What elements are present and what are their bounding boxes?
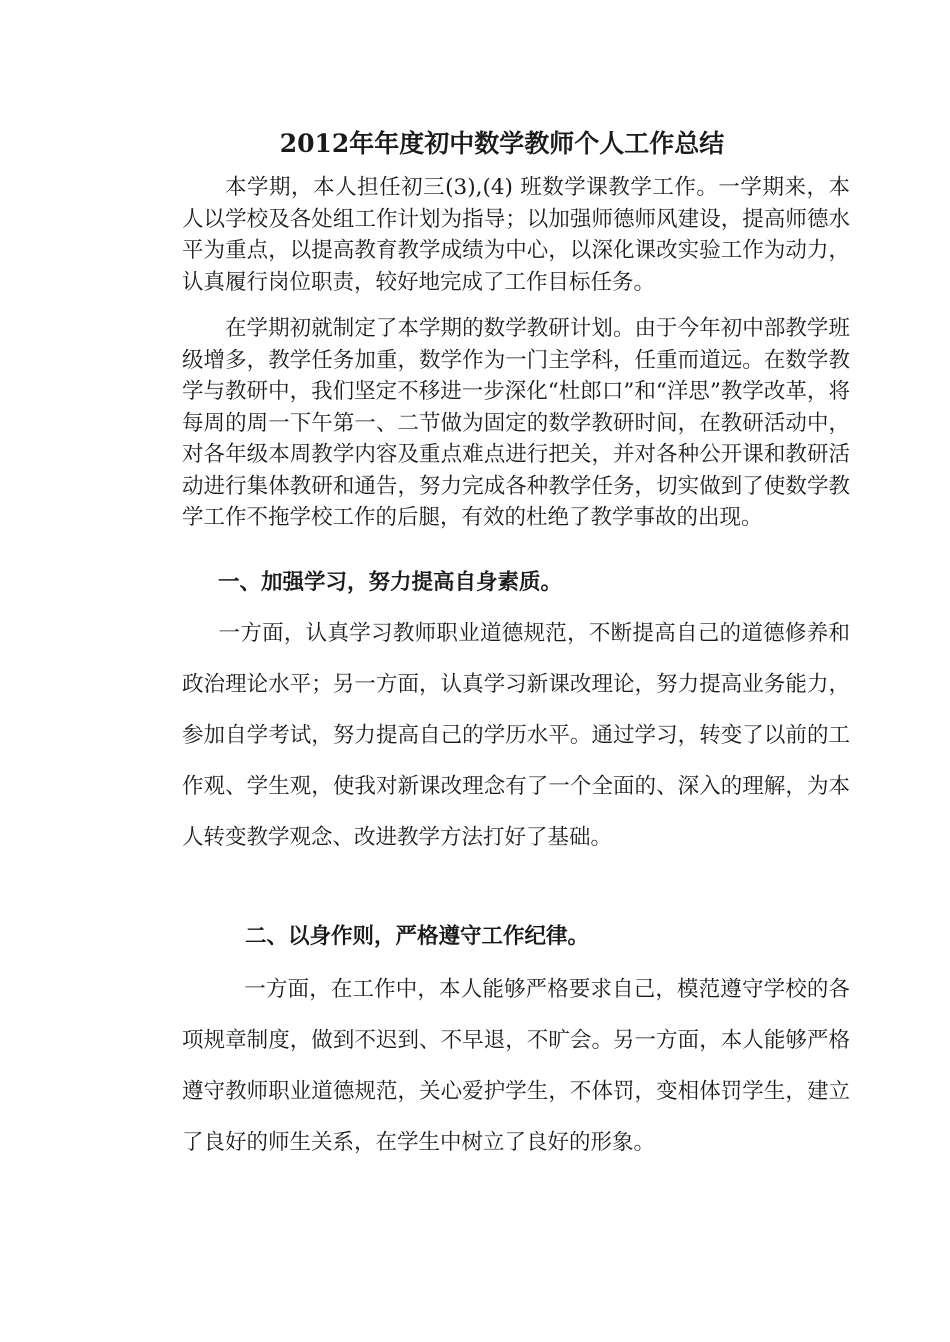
section-heading-discipline: 二、以身作则，严格遵守工作纪律。 <box>245 924 590 949</box>
paragraph-study: 一方面，认真学习教师职业道德规范，不断提高自己的道德修养和政治理论水平；另一方面，认真学习新课改理论，努力提高业务能力，参加自学考试，努力提高自己的学历水平。通过学习，转变了以前的工作观、学生观，使我对新课改理念有了一个全面的、深入的理解，为本人转变教学观念、改进教学方法打好了基础。 <box>182 621 850 850</box>
paragraph-intro: 本学期，本人担任初三(3),(4) 班数学课教学工作。一学期来，本人以学校及各处组工作计划为指导；以加强师德师风建设，提高师德水平为重点，以提高教育教学成绩为中心，以深化课改实验工作为动力，认真履行岗位职责，较好地完成了工作目标任务。 <box>182 175 850 295</box>
paragraph-discipline: 一方面，在工作中，本人能够严格要求自己，模范遵守学校的各项规章制度，做到不迟到、不早退，不旷会。另一方面，本人能够严格遵守教师职业道德规范，关心爱护学生，不体罚，变相体罚学生，建立了良好的师生关系，在学生中树立了良好的形象。 <box>182 977 850 1155</box>
document-title: 2012年年度初中数学教师个人工作总结 <box>279 129 725 158</box>
section-heading-study: 一、加强学习，努力提高自身素质。 <box>218 570 563 595</box>
paragraph-teaching-research: 在学期初就制定了本学期的数学教研计划。由于今年初中部教学班级增多，教学任务加重，数学作为一门主学科，任重而道远。在数学教学与教研中，我们坚定不移进一步深化“杜郎口”和“洋思”教学改革，将每周的周一下午第一、二节做为固定的数学教研时间，在教研活动中，对各年级本周教学内容及重点难点进行把关，并对各种公开课和教研活动进行集体教研和通告，努力完成各种教学任务，切实做到了使数学教学工作不拖学校工作的后腿，有效的杜绝了教学事故的出现。 <box>182 316 850 530</box>
